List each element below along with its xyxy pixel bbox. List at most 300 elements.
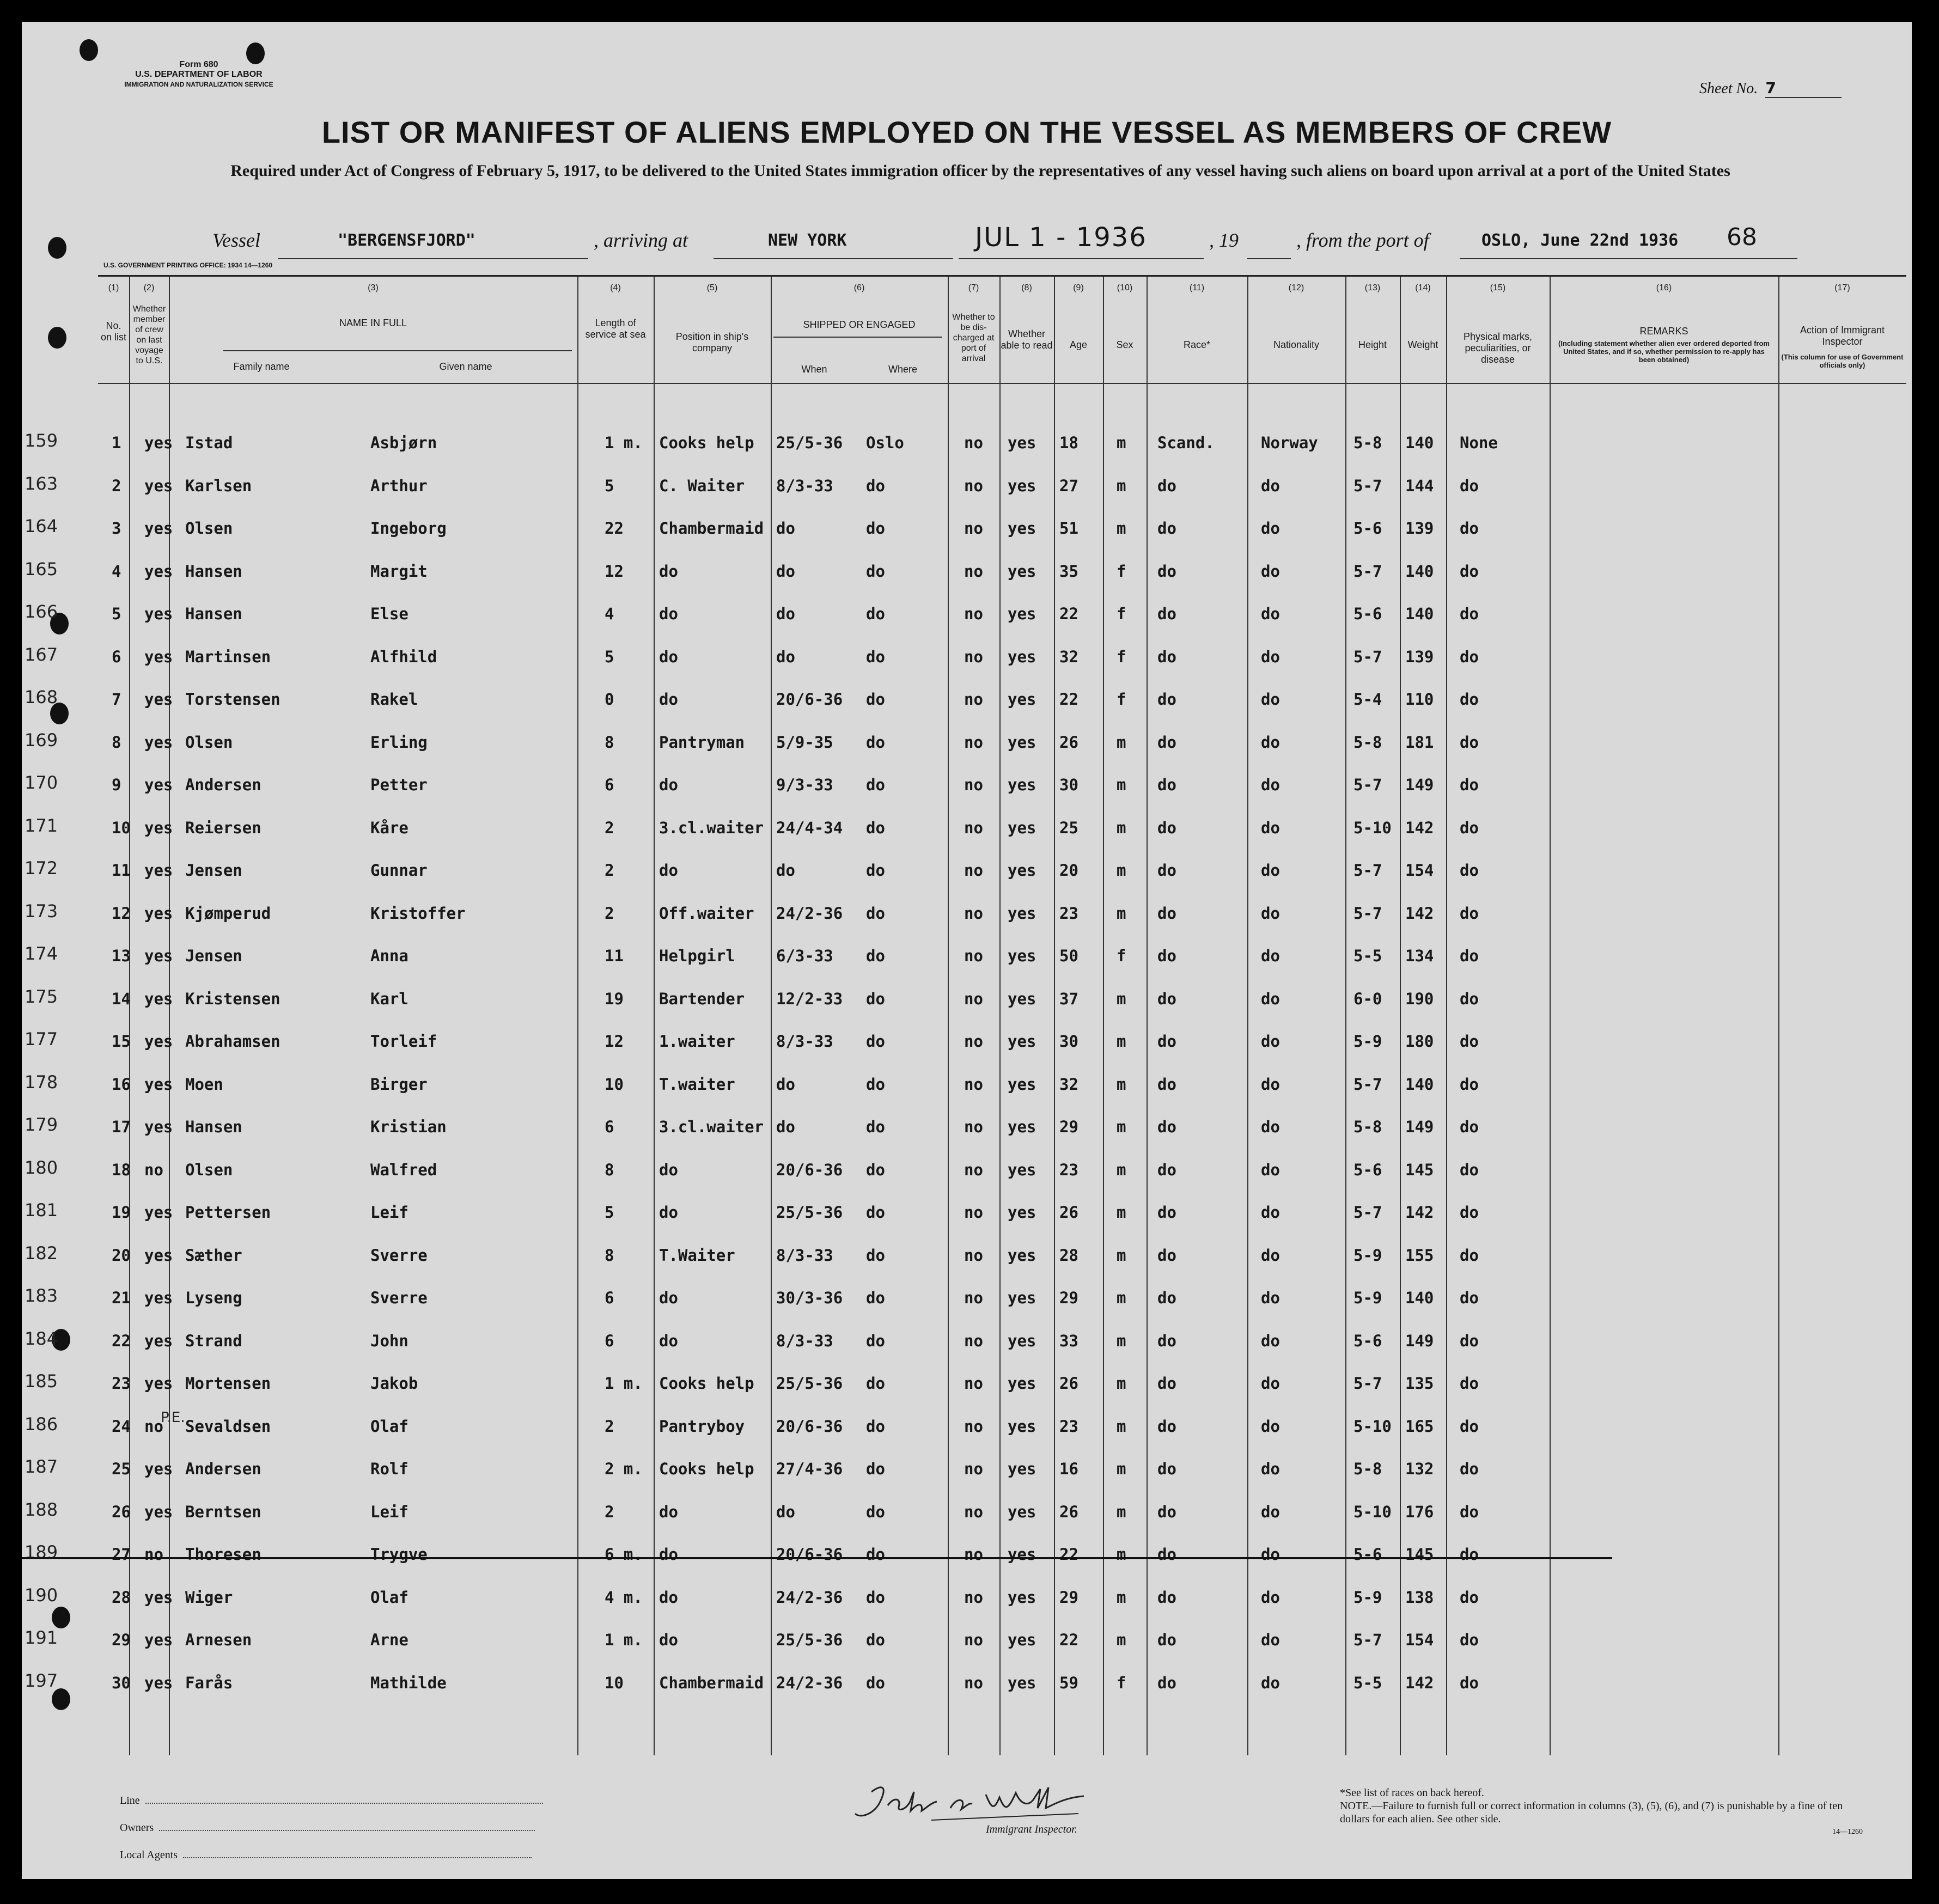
cell-row-no: 22 (112, 1331, 131, 1350)
cell-height: 5-6 (1353, 605, 1382, 623)
cell-shipped-when: 25/5-36 (776, 434, 843, 452)
cell-shipped-when: do (776, 562, 795, 581)
cell-height: 5-10 (1353, 1502, 1392, 1521)
cell-age: 23 (1059, 904, 1078, 923)
cell-height: 5-9 (1353, 1289, 1382, 1307)
table-row (25, 809, 1906, 851)
header-name-in-full: NAME IN FULL (339, 318, 407, 328)
cell-physical-marks: do (1460, 947, 1479, 965)
cell-age: 32 (1059, 1075, 1078, 1094)
cell-race: do (1157, 818, 1176, 837)
cell-weight: 139 (1405, 519, 1434, 538)
cell-length-of-service: 6 (605, 1331, 614, 1350)
cell-nationality: do (1261, 1331, 1280, 1350)
cell-row-no: 29 (112, 1631, 131, 1649)
cell-given-name: Gunnar (370, 861, 428, 880)
cell-able-to-read: yes (1008, 733, 1036, 752)
cell-shipped-when: 27/4-36 (776, 1460, 843, 1478)
cell-shipped-when: 24/2-36 (776, 1673, 843, 1692)
cell-row-no: 1 (112, 434, 121, 452)
cell-position: Pantryman (659, 733, 745, 752)
vessel-label: Vessel (212, 229, 260, 251)
cell-race: do (1157, 1118, 1176, 1136)
cell-length-of-service: 1 m. (605, 1374, 643, 1393)
cell-member-last-voyage: yes (144, 776, 173, 794)
cell-given-name: Erling (370, 733, 428, 752)
col-num-2: (2) (143, 283, 155, 292)
cell-height: 5-7 (1353, 562, 1382, 581)
cell-length-of-service: 6 m. (605, 1545, 643, 1564)
cell-age: 37 (1059, 989, 1078, 1008)
cell-member-last-voyage: no (144, 1417, 163, 1436)
cell-nationality: do (1261, 1118, 1280, 1136)
cell-position: do (659, 861, 678, 880)
cell-position: do (659, 1631, 678, 1649)
punch-hole (48, 327, 66, 349)
cell-length-of-service: 4 m. (605, 1588, 643, 1607)
cell-shipped-where: Oslo (866, 434, 904, 452)
cell-race: Scand. (1157, 434, 1215, 452)
cell-age: 59 (1059, 1673, 1078, 1692)
cell-length-of-service: 6 (605, 776, 614, 794)
cell-able-to-read: yes (1008, 690, 1036, 709)
cell-able-to-read: yes (1008, 1417, 1036, 1436)
table-row (25, 1578, 1906, 1621)
cell-family-name: Andersen (185, 1460, 261, 1478)
cell-race: do (1157, 904, 1176, 923)
cell-position: Bartender (659, 989, 745, 1008)
cell-able-to-read: yes (1008, 818, 1036, 837)
cell-given-name: Arthur (370, 476, 428, 495)
cell-race: do (1157, 947, 1176, 965)
cell-position: do (659, 1588, 678, 1607)
cell-family-name: Kjømperud (185, 904, 271, 923)
sheet-label: Sheet No. (1699, 80, 1758, 97)
cell-row-no: 7 (112, 690, 121, 709)
cell-row-no: 30 (112, 1673, 131, 1692)
cell-family-name: Thoresen (185, 1545, 261, 1564)
cell-weight: 142 (1405, 1203, 1434, 1222)
cell-nationality: do (1261, 1631, 1280, 1649)
cell-shipped-when: 9/3-33 (776, 776, 833, 794)
cell-given-name: Anna (370, 947, 408, 965)
cell-shipped-when: do (776, 1075, 795, 1094)
cell-age: 35 (1059, 562, 1078, 581)
cell-age: 50 (1059, 947, 1078, 965)
cell-shipped-when: 12/2-33 (776, 989, 843, 1008)
cell-physical-marks: None (1460, 434, 1498, 452)
cell-position: T.Waiter (659, 1246, 735, 1265)
cell-physical-marks: do (1460, 519, 1479, 538)
cell-member-last-voyage: yes (144, 1673, 173, 1692)
cell-sex: m (1117, 1160, 1126, 1179)
cell-given-name: Kristoffer (370, 904, 466, 923)
handwritten-ref-number: 181 (25, 1200, 58, 1220)
cell-family-name: Torstensen (185, 690, 281, 709)
cell-member-last-voyage: no (144, 1160, 163, 1179)
table-row (25, 1364, 1906, 1407)
handwritten-ref-number: 186 (25, 1413, 58, 1435)
handwritten-ref-number: 180 (25, 1157, 58, 1178)
local-agents-field (120, 1849, 532, 1862)
cell-able-to-read: yes (1008, 1631, 1036, 1649)
cell-member-last-voyage: yes (144, 1374, 173, 1393)
cell-nationality: do (1261, 476, 1280, 495)
cell-weight: 140 (1405, 562, 1434, 581)
cell-position: 3.cl.waiter (659, 818, 764, 837)
cell-physical-marks: do (1460, 605, 1479, 623)
cell-sex: m (1117, 989, 1126, 1008)
cell-age: 30 (1059, 776, 1078, 794)
cell-sex: f (1117, 690, 1126, 709)
header-able-read: Whether able to read (1001, 328, 1053, 351)
cell-able-to-read: yes (1008, 1374, 1036, 1393)
cell-nationality: do (1261, 904, 1280, 923)
cell-length-of-service: 5 (605, 647, 614, 666)
cell-row-no: 9 (112, 776, 121, 794)
page-title: LIST OR MANIFEST OF ALIENS EMPLOYED ON THE VESSEL AS MEMBERS OF CREW (321, 115, 1612, 149)
cell-length-of-service: 0 (605, 690, 614, 709)
cell-position: T.waiter (659, 1075, 735, 1094)
cell-nationality: do (1261, 1160, 1280, 1179)
cell-to-be-discharged: no (964, 562, 983, 581)
cell-sex: m (1117, 1545, 1126, 1564)
cell-position: Pantryboy (659, 1417, 745, 1436)
table-row (25, 638, 1906, 680)
cell-physical-marks: do (1460, 818, 1479, 837)
cell-able-to-read: yes (1008, 776, 1036, 794)
signature-drawing (850, 1781, 1133, 1824)
form-code: 14—1260 (1832, 1828, 1863, 1836)
cell-age: 29 (1059, 1289, 1078, 1307)
cell-family-name: Lyseng (185, 1289, 242, 1307)
cell-shipped-where: do (866, 818, 885, 837)
cell-to-be-discharged: no (964, 1417, 983, 1436)
cell-age: 29 (1059, 1118, 1078, 1136)
cell-weight: 139 (1405, 647, 1434, 666)
cell-given-name: Olaf (370, 1588, 408, 1607)
cell-member-last-voyage: yes (144, 1331, 173, 1350)
cell-age: 23 (1059, 1160, 1078, 1179)
form-number: Form 680 (179, 60, 218, 69)
handwritten-ref-number: 171 (25, 815, 58, 836)
cell-physical-marks: do (1460, 1460, 1479, 1478)
header-remarks-note: (Including statement whether alien ever ordered deported from United States, and if so, whether permission to re-apply has been obtained) (1558, 339, 1770, 364)
cell-sex: m (1117, 1588, 1126, 1607)
cell-nationality: do (1261, 947, 1280, 965)
cell-physical-marks: do (1460, 647, 1479, 666)
cell-shipped-when: 25/5-36 (776, 1631, 843, 1649)
cell-to-be-discharged: no (964, 861, 983, 880)
cell-shipped-where: do (866, 1673, 885, 1692)
cell-to-be-discharged: no (964, 989, 983, 1008)
cell-shipped-when: 20/6-36 (776, 1545, 843, 1564)
cell-nationality: do (1261, 989, 1280, 1008)
cell-given-name: Asbjørn (370, 434, 437, 452)
cell-race: do (1157, 476, 1176, 495)
cell-family-name: Hansen (185, 605, 242, 623)
table-row (25, 894, 1906, 937)
cell-shipped-when: 25/5-36 (776, 1203, 843, 1222)
from-port: OSLO, June 22nd 1936 (1481, 231, 1679, 250)
cell-given-name: Olaf (370, 1417, 408, 1436)
cell-length-of-service: 2 m. (605, 1460, 643, 1478)
cell-nationality: do (1261, 1246, 1280, 1265)
header-position: Position in ship's company (675, 331, 749, 353)
cell-weight: 176 (1405, 1502, 1434, 1521)
cell-physical-marks: do (1460, 476, 1479, 495)
cell-member-last-voyage: yes (144, 861, 173, 880)
cell-to-be-discharged: no (964, 1545, 983, 1564)
handwritten-number: 68 (1727, 223, 1757, 251)
cell-weight: 181 (1405, 733, 1434, 752)
line-field (120, 1795, 543, 1807)
cell-weight: 138 (1405, 1588, 1434, 1607)
cell-weight: 149 (1405, 1118, 1434, 1136)
cell-weight: 145 (1405, 1160, 1434, 1179)
cell-race: do (1157, 989, 1176, 1008)
cell-member-last-voyage: yes (144, 1502, 173, 1521)
cell-sex: m (1117, 776, 1126, 794)
cell-shipped-when: 20/6-36 (776, 690, 843, 709)
cell-sex: m (1117, 1032, 1126, 1051)
cell-race: do (1157, 1417, 1176, 1436)
table-row (25, 851, 1906, 894)
header-given-name: Given name (439, 361, 492, 372)
cell-shipped-where: do (866, 1203, 885, 1222)
handwritten-ref-number: 189 (25, 1542, 58, 1563)
cell-race: do (1157, 1374, 1176, 1393)
col-num-14: (14) (1415, 283, 1431, 292)
cell-sex: m (1117, 519, 1126, 538)
cell-age: 22 (1059, 1545, 1078, 1564)
col-num-7: (7) (968, 283, 979, 292)
cell-given-name: Ingeborg (370, 519, 447, 538)
cell-given-name: Kristian (370, 1118, 447, 1136)
cell-race: do (1157, 1075, 1176, 1094)
table-row (25, 1322, 1906, 1364)
cell-shipped-where: do (866, 1588, 885, 1607)
cell-height: 5-6 (1353, 1331, 1382, 1350)
cell-shipped-where: do (866, 1118, 885, 1136)
cell-age: 29 (1059, 1588, 1078, 1607)
cell-race: do (1157, 519, 1176, 538)
table-row (25, 1022, 1906, 1065)
cell-member-last-voyage: yes (144, 1460, 173, 1478)
cell-height: 5-6 (1353, 519, 1382, 538)
cell-length-of-service: 2 (605, 1417, 614, 1436)
cell-to-be-discharged: no (964, 818, 983, 837)
table-row (25, 595, 1906, 637)
table-row (25, 766, 1906, 808)
cell-height: 5-8 (1353, 1118, 1382, 1136)
cell-sex: f (1117, 947, 1126, 965)
table-row (25, 680, 1906, 723)
col-num-12: (12) (1288, 283, 1304, 292)
cell-length-of-service: 1 m. (605, 434, 643, 452)
cell-shipped-when: 8/3-33 (776, 1331, 833, 1350)
cell-height: 5-6 (1353, 1160, 1382, 1179)
cell-member-last-voyage: yes (144, 1203, 173, 1222)
header-whether-member: Whether member of crew on last voyage to U.S. (132, 304, 166, 365)
cell-shipped-when: do (776, 1118, 795, 1136)
cell-row-no: 27 (112, 1545, 131, 1564)
header-discharged: Whether to be dis-charged at port of arrival (952, 313, 995, 363)
cell-age: 23 (1059, 1417, 1078, 1436)
cell-weight: 135 (1405, 1374, 1434, 1393)
cell-to-be-discharged: no (964, 1032, 983, 1051)
handwritten-ref-number: 174 (25, 943, 58, 964)
handwritten-ref-number: 175 (25, 986, 58, 1007)
cell-weight: 190 (1405, 989, 1434, 1008)
cell-length-of-service: 12 (605, 1032, 624, 1051)
cell-shipped-where: do (866, 1032, 885, 1051)
handwritten-ref-number: 179 (25, 1114, 58, 1135)
cell-age: 22 (1059, 605, 1078, 623)
cell-to-be-discharged: no (964, 1246, 983, 1265)
cell-race: do (1157, 1502, 1176, 1521)
cell-physical-marks: do (1460, 562, 1479, 581)
cell-nationality: do (1261, 562, 1280, 581)
handwritten-ref-number: 172 (25, 858, 58, 878)
cell-to-be-discharged: no (964, 1588, 983, 1607)
cell-weight: 134 (1405, 947, 1434, 965)
col-num-3: (3) (368, 283, 379, 292)
cell-shipped-when: 24/2-36 (776, 904, 843, 923)
cell-length-of-service: 10 (605, 1075, 624, 1094)
cell-row-no: 13 (112, 947, 131, 965)
cell-given-name: Torleif (370, 1032, 437, 1051)
cell-member-last-voyage: yes (144, 818, 173, 837)
cell-nationality: do (1261, 1460, 1280, 1478)
cell-to-be-discharged: no (964, 1203, 983, 1222)
cell-shipped-where: do (866, 605, 885, 623)
cell-family-name: Arnesen (185, 1631, 252, 1649)
cell-to-be-discharged: no (964, 1631, 983, 1649)
cell-length-of-service: 1 m. (605, 1631, 643, 1649)
cell-height: 5-7 (1353, 776, 1382, 794)
cell-able-to-read: yes (1008, 1502, 1036, 1521)
cell-able-to-read: yes (1008, 1203, 1036, 1222)
cell-height: 5-7 (1353, 476, 1382, 495)
cell-family-name: Olsen (185, 1160, 233, 1179)
cell-race: do (1157, 1331, 1176, 1350)
cell-shipped-where: do (866, 1417, 885, 1436)
cell-able-to-read: yes (1008, 904, 1036, 923)
cell-height: 5-7 (1353, 904, 1382, 923)
header-age: Age (1069, 339, 1088, 350)
col-num-6: (6) (853, 283, 865, 292)
cell-able-to-read: yes (1008, 562, 1036, 581)
header-length-service: Length of service at sea (585, 318, 646, 340)
table-row (25, 723, 1906, 766)
cell-row-no: 23 (112, 1374, 131, 1393)
cell-shipped-where: do (866, 562, 885, 581)
cell-race: do (1157, 1032, 1176, 1051)
cell-nationality: do (1261, 690, 1280, 709)
cell-row-no: 20 (112, 1246, 131, 1265)
cell-row-no: 21 (112, 1289, 131, 1307)
cell-member-last-voyage: yes (144, 1118, 173, 1136)
date-stamp: JUL 1 - 1936 (975, 222, 1147, 253)
cell-length-of-service: 2 (605, 818, 614, 837)
cell-sex: m (1117, 1374, 1126, 1393)
cell-to-be-discharged: no (964, 476, 983, 495)
cell-nationality: do (1261, 1673, 1280, 1692)
penalty-note: NOTE.—Failure to furnish full or correct information in columns (3), (5), (6), and (7) is punishable by a fine of ten dollars for each alien. See other side. (1340, 1800, 1843, 1825)
cell-family-name: Kristensen (185, 989, 281, 1008)
punch-hole (48, 237, 66, 259)
cell-sex: m (1117, 1203, 1126, 1222)
cell-race: do (1157, 1160, 1176, 1179)
cell-able-to-read: yes (1008, 605, 1036, 623)
cell-family-name: Wiger (185, 1588, 233, 1607)
cell-shipped-when: 6/3-33 (776, 947, 833, 965)
cell-shipped-where: do (866, 1289, 885, 1307)
cell-to-be-discharged: no (964, 1118, 983, 1136)
cell-able-to-read: yes (1008, 1246, 1036, 1265)
cell-position: Cooks help (659, 1460, 754, 1478)
cell-to-be-discharged: no (964, 1331, 983, 1350)
cell-shipped-where: do (866, 904, 885, 923)
cell-weight: 149 (1405, 776, 1434, 794)
cell-age: 26 (1059, 1502, 1078, 1521)
cell-row-no: 18 (112, 1160, 131, 1179)
cell-given-name: Birger (370, 1075, 428, 1094)
cell-member-last-voyage: yes (144, 904, 173, 923)
cell-given-name: Else (370, 605, 408, 623)
cell-position: do (659, 605, 678, 623)
handwritten-ref-number: 165 (25, 558, 58, 579)
cell-family-name: Strand (185, 1331, 242, 1350)
sheet-number (1699, 79, 1842, 98)
cell-given-name: Rolf (370, 1460, 408, 1478)
col-num-17: (17) (1834, 283, 1850, 292)
cell-physical-marks: do (1460, 1160, 1479, 1179)
cell-shipped-where: do (866, 519, 885, 538)
handwritten-ref-number: 170 (25, 772, 58, 793)
cell-given-name: Leif (370, 1203, 408, 1222)
cell-able-to-read: yes (1008, 1075, 1036, 1094)
cell-nationality: do (1261, 776, 1280, 794)
handwritten-ref-number: 183 (25, 1285, 58, 1306)
cell-shipped-when: 5/9-35 (776, 733, 833, 752)
handwritten-ref-number: 166 (25, 601, 58, 622)
year-label: , 19 (1209, 229, 1239, 251)
cell-weight: 140 (1405, 1289, 1434, 1307)
cell-row-no: 5 (112, 605, 121, 623)
table-row (25, 509, 1906, 552)
handwritten-ref-number: 184 (25, 1328, 58, 1349)
cell-family-name: Abrahamsen (185, 1032, 281, 1051)
cell-physical-marks: do (1460, 861, 1479, 880)
cell-row-no: 4 (112, 562, 121, 581)
cell-able-to-read: yes (1008, 1460, 1036, 1478)
cell-sex: f (1117, 647, 1126, 666)
cell-sex: f (1117, 1673, 1126, 1692)
cell-race: do (1157, 776, 1176, 794)
cell-race: do (1157, 647, 1176, 666)
header-height: Height (1358, 339, 1387, 350)
header-action: Action of Immigrant Inspector (1800, 325, 1885, 347)
cell-position: do (659, 647, 678, 666)
cell-to-be-discharged: no (964, 947, 983, 965)
cell-position: do (659, 562, 678, 581)
cell-height: 5-9 (1353, 1246, 1382, 1265)
cell-to-be-discharged: no (964, 690, 983, 709)
cell-shipped-where: do (866, 1502, 885, 1521)
cell-nationality: do (1261, 1417, 1280, 1436)
